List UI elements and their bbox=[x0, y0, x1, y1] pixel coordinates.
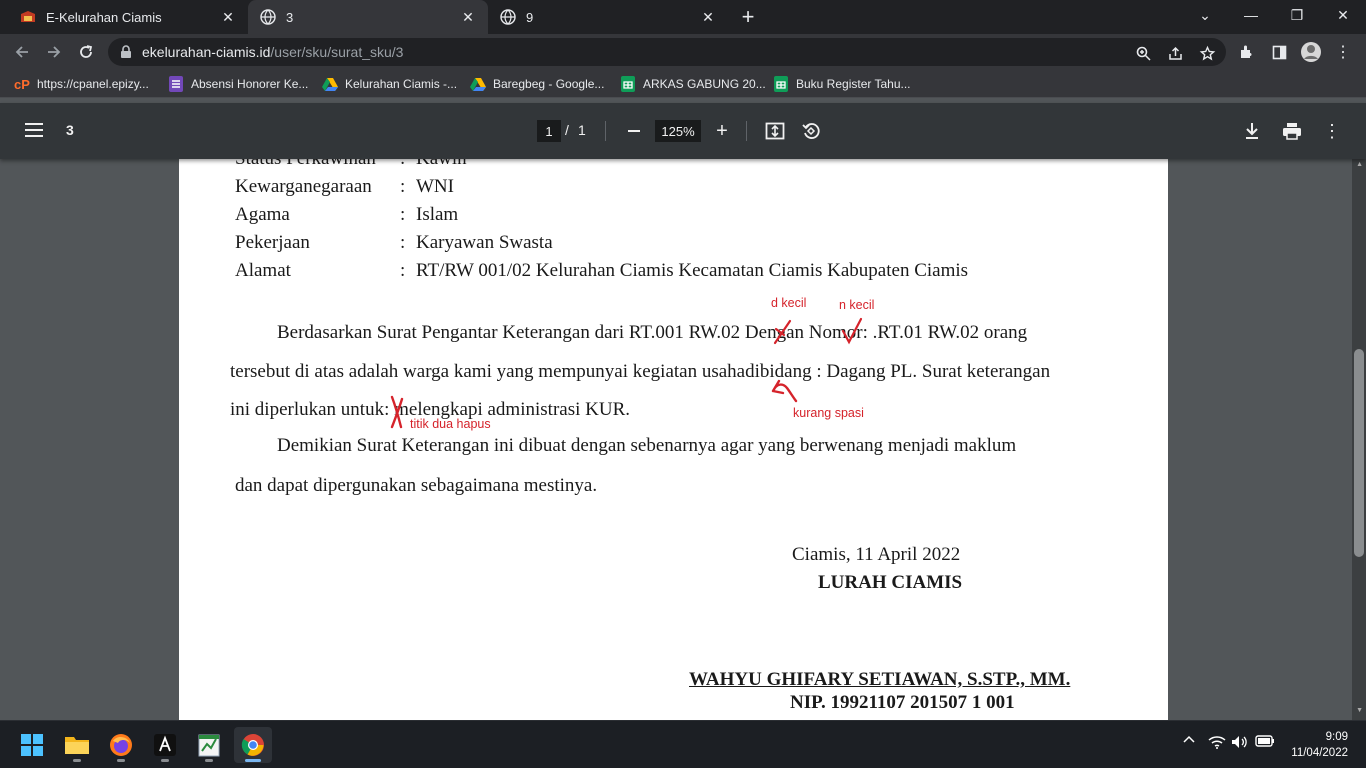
bookmarks-bar bbox=[0, 70, 1366, 98]
scroll-up-arrow-icon[interactable]: ▲ bbox=[1356, 161, 1363, 168]
bookmark-kelurahan[interactable] bbox=[322, 75, 457, 93]
tab-search-icon[interactable]: ⌄ bbox=[1199, 6, 1211, 23]
page-separator: / bbox=[565, 122, 569, 138]
profile-avatar-icon[interactable] bbox=[1297, 38, 1325, 66]
place-date: Ciamis, 11 April 2022 bbox=[792, 544, 961, 565]
delete-colon-ink-mark bbox=[389, 395, 405, 429]
tab-pdf-3[interactable] bbox=[248, 0, 488, 34]
tab-title: 9 bbox=[526, 9, 534, 25]
kelurahan-logo-icon bbox=[20, 9, 36, 25]
tab-e-kelurahan[interactable] bbox=[8, 0, 248, 34]
back-button[interactable] bbox=[8, 38, 36, 66]
field-colon: : bbox=[400, 204, 406, 225]
url-host: ekelurahan-ciamis.id bbox=[142, 44, 271, 60]
pdf-more-icon[interactable]: ⋮ bbox=[1323, 120, 1341, 141]
pdf-toolbar bbox=[0, 103, 1366, 159]
bookmark-label: Kelurahan Ciamis -... bbox=[345, 77, 458, 91]
pdf-page bbox=[179, 139, 1168, 739]
field-value: Karyawan Swasta bbox=[416, 232, 553, 253]
pdf-title: 3 bbox=[66, 122, 74, 138]
bookmark-buku-register[interactable] bbox=[773, 75, 911, 93]
annotation-titik-dua-hapus: titik dua hapus bbox=[410, 417, 491, 431]
rotate-icon[interactable] bbox=[799, 119, 823, 143]
paragraph-2-line-1: Demikian Surat Keterangan ini dibuat dengan sebenarnya agar yang berwenang menjadi maklum bbox=[277, 435, 1017, 456]
globe-icon bbox=[260, 9, 276, 25]
paragraph-1-line-3: ini diperlukan untuk: melengkapi administrasi KUR. bbox=[230, 399, 630, 420]
field-colon: : bbox=[400, 176, 406, 197]
share-icon[interactable] bbox=[1166, 44, 1184, 62]
signer-nip: NIP. 19921107 201507 1 001 bbox=[790, 692, 1015, 713]
taskbar-acrobat[interactable] bbox=[146, 727, 184, 763]
zoom-in-button[interactable]: + bbox=[716, 119, 728, 142]
tab-pdf-9[interactable] bbox=[488, 0, 728, 34]
paragraph-2-line-2: dan dapat dipergunakan sebagaimana mestinya. bbox=[235, 475, 598, 496]
tab-close-icon[interactable]: ✕ bbox=[702, 8, 714, 25]
paragraph-1-line-1: Berdasarkan Surat Pengantar Keterangan dari RT.001 RW.02 Dengan Nomor: .RT.01 RW.02 orang bbox=[277, 322, 1028, 343]
side-panel-icon[interactable] bbox=[1265, 38, 1293, 66]
taskbar-file-explorer[interactable] bbox=[58, 727, 96, 763]
battery-icon[interactable] bbox=[1255, 735, 1275, 747]
firefox-icon bbox=[109, 733, 133, 757]
field-value: WNI bbox=[416, 176, 454, 197]
chrome-menu-icon[interactable]: ⋮ bbox=[1335, 44, 1351, 61]
windows-taskbar bbox=[0, 720, 1366, 768]
fit-to-page-icon[interactable] bbox=[763, 119, 787, 143]
google-drive-icon bbox=[470, 76, 486, 92]
page-total: 1 bbox=[578, 122, 586, 138]
tab-strip bbox=[0, 0, 1366, 34]
minimize-button[interactable]: — bbox=[1244, 7, 1258, 23]
system-clock[interactable] bbox=[1291, 729, 1348, 761]
annotation-kurang-spasi: kurang spasi bbox=[793, 406, 864, 420]
wifi-icon[interactable] bbox=[1208, 735, 1226, 749]
bookmark-label: ARKAS GABUNG 20... bbox=[643, 77, 766, 91]
scroll-down-arrow-icon[interactable]: ▼ bbox=[1356, 707, 1363, 714]
field-label: Kewarganegaraan bbox=[235, 176, 372, 197]
new-tab-button[interactable]: + bbox=[741, 4, 755, 29]
annotation-n-kecil: n kecil bbox=[839, 298, 875, 312]
volume-icon[interactable] bbox=[1231, 735, 1249, 749]
clock-date: 11/04/2022 bbox=[1291, 747, 1348, 759]
download-icon[interactable] bbox=[1240, 119, 1264, 143]
google-drive-icon bbox=[322, 76, 338, 92]
folder-icon bbox=[64, 734, 90, 756]
browser-toolbar bbox=[0, 34, 1366, 70]
field-value: Islam bbox=[416, 204, 459, 225]
field-label: Agama bbox=[235, 204, 290, 225]
signer-position: LURAH CIAMIS bbox=[818, 572, 963, 593]
taskbar-chrome[interactable] bbox=[234, 727, 272, 763]
clock-time: 9:09 bbox=[1325, 731, 1348, 743]
bookmark-label: Buku Register Tahu... bbox=[796, 77, 911, 91]
tab-close-icon[interactable]: ✕ bbox=[222, 8, 234, 25]
annotation-d-kecil: d kecil bbox=[771, 296, 807, 310]
svg-text:cP: cP bbox=[14, 77, 30, 92]
insert-space-ink-mark bbox=[769, 379, 799, 403]
tray-overflow-chevron-icon[interactable] bbox=[1180, 735, 1198, 743]
field-label: Pekerjaan bbox=[235, 232, 310, 253]
google-sheets-icon bbox=[773, 76, 789, 92]
field-colon: : bbox=[400, 232, 406, 253]
google-sheets-icon bbox=[620, 76, 636, 92]
address-bar[interactable] bbox=[108, 38, 1226, 66]
signer-name: WAHYU GHIFARY SETIAWAN, S.STP., MM. bbox=[689, 669, 1071, 690]
reload-button[interactable] bbox=[72, 38, 100, 66]
windows-logo-icon bbox=[20, 733, 44, 757]
lock-icon bbox=[120, 45, 132, 59]
bookmark-label: Baregbeg - Google... bbox=[493, 77, 605, 91]
spreadsheet-app-icon bbox=[198, 733, 220, 757]
zoom-level-input[interactable]: 125% bbox=[655, 120, 701, 142]
google-forms-icon bbox=[168, 76, 184, 92]
acrobat-icon bbox=[154, 734, 176, 756]
tab-close-icon[interactable]: ✕ bbox=[462, 8, 474, 25]
taskbar-firefox[interactable] bbox=[102, 727, 140, 763]
bookmark-label: https://cpanel.epizy... bbox=[37, 77, 149, 91]
zoom-icon[interactable] bbox=[1134, 44, 1152, 62]
close-window-button[interactable]: ✕ bbox=[1337, 6, 1349, 23]
strike-n-ink-mark bbox=[841, 317, 863, 345]
bookmark-label: Absensi Honorer Ke... bbox=[191, 77, 309, 91]
tab-title: E-Kelurahan Ciamis bbox=[46, 9, 162, 25]
bookmark-absensi[interactable] bbox=[168, 75, 308, 93]
globe-icon bbox=[500, 9, 516, 25]
paragraph-1-line-2: tersebut di atas adalah warga kami yang mempunyai kegiatan usahadibidang : Dagang PL. Surat keterangan bbox=[230, 361, 1051, 382]
zoom-out-button[interactable] bbox=[624, 119, 644, 143]
field-colon: : bbox=[400, 260, 406, 281]
forward-button[interactable] bbox=[40, 38, 68, 66]
strike-d-ink-mark bbox=[773, 319, 793, 345]
taskbar-spreadsheet-app[interactable] bbox=[190, 727, 228, 763]
field-label: Alamat bbox=[235, 260, 291, 281]
field-value: RT/RW 001/02 Kelurahan Ciamis Kecamatan Ciamis Kabupaten Ciamis bbox=[416, 260, 969, 281]
scrollbar-thumb[interactable] bbox=[1354, 349, 1364, 557]
toolbar-divider bbox=[605, 121, 606, 141]
bookmark-arkas[interactable] bbox=[620, 75, 766, 93]
bookmark-star-icon[interactable] bbox=[1198, 44, 1216, 62]
pdf-scrollbar[interactable] bbox=[1352, 159, 1366, 720]
url-path: /user/sku/surat_sku/3 bbox=[270, 44, 404, 60]
bookmark-baregbeg[interactable] bbox=[470, 75, 604, 93]
start-button[interactable] bbox=[13, 727, 51, 763]
page-number-input[interactable]: 1 bbox=[537, 120, 561, 142]
pdf-menu-icon[interactable] bbox=[22, 119, 46, 143]
extensions-icon[interactable] bbox=[1233, 38, 1261, 66]
toolbar-divider bbox=[746, 121, 747, 141]
tab-title: 3 bbox=[286, 9, 294, 25]
pdf-viewer bbox=[0, 159, 1366, 720]
bookmark-cpanel[interactable] bbox=[14, 75, 149, 93]
print-icon[interactable] bbox=[1280, 119, 1304, 143]
cpanel-icon bbox=[14, 76, 30, 92]
restore-button[interactable]: ❐ bbox=[1290, 6, 1304, 23]
chrome-icon bbox=[241, 733, 265, 757]
